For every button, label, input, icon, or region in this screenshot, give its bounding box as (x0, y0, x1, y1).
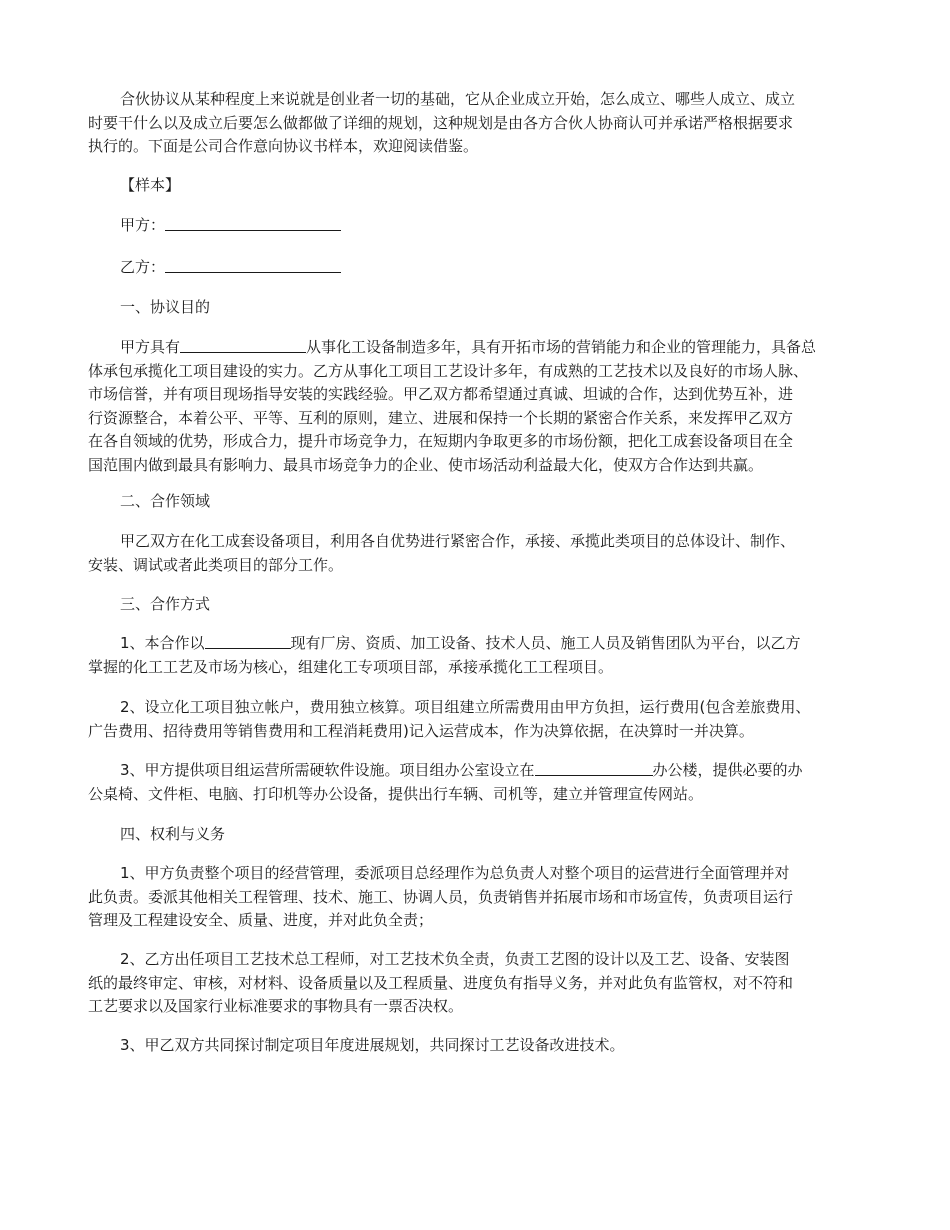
intro-line: 执行的。下面是公司合作意向协议书样本，欢迎阅读借鉴。 (88, 137, 479, 155)
section-3-line: 公桌椅、文件柜、电脑、打印机等办公设备，提供出行车辆、司机等，建立并管理宣传网站。 (88, 784, 704, 803)
section-3-line: 2、设立化工项目独立帐户，费用独立核算。项目组建立所需费用由甲方负担，运行费用(包含差旅费用、 (120, 698, 811, 716)
section-3-line: 掌握的化工工艺及市场为核心，组建化工专项项目部，承接承揽化工工程项目。 (88, 657, 614, 676)
text-run: 办公楼，提供必要的办 (652, 761, 803, 779)
section-1-line (88, 336, 868, 360)
section-4-line: 工艺要求以及国家行业标准要求的事物具有一票否决权。 (88, 997, 464, 1015)
section-1-line: 行资源整合，本着公平、平等、互利的原则，建立、进展和保持一个长期的紧密合作关系，来发挥甲乙双方 (88, 408, 794, 427)
section-3-line (88, 759, 868, 783)
section-1-line: 在各自领域的优势，形成合力，提升市场竞争力，在短期内争取更多的市场份额，把化工成套设备项目在全 (88, 432, 794, 450)
intro-paragraph (88, 88, 868, 159)
section-4-line: 此负责。委派其他相关工程管理、技术、施工、协调人员，负责销售并拓展市场和市场宣传，负责项目运行 (88, 887, 794, 906)
section-3-item-2 (88, 696, 868, 743)
section-4-item-1 (88, 862, 868, 933)
party-a-label: 甲方： (120, 216, 166, 234)
section-1-line: 国范围内做到最具有影响力、最具市场竞争力的企业、使市场活动利益最大化，使双方合作达到共赢。 (88, 455, 764, 474)
section-heading: 二、合作领域 (120, 492, 211, 510)
section-heading: 一、协议目的 (120, 298, 211, 316)
section-4-line: 1、甲方负责整个项目的经营管理，委派项目总经理作为总负责人对整个项目的运营进行全面管理并对 (120, 864, 790, 882)
sample-label: 【样本】 (120, 176, 181, 194)
section-4-item-3 (88, 1034, 868, 1058)
section-4-line: 纸的最终审定、审核，对材料、设备质量以及工程质量、进度负有指导义务，并对此负有监管权，对不符和 (88, 973, 794, 992)
section-2-paragraph (88, 530, 868, 577)
text-run: 3、甲方提供项目组运营所需硬软件设施。项目组办公室设立在 (120, 761, 535, 779)
intro-line: 合伙协议从某种程度上来说就是创业者一切的基础，它从企业成立开始，怎么成立、哪些人成立、成立 (120, 90, 796, 108)
section-4-line: 2、乙方出任项目工艺技术总工程师，对工艺技术负全责，负责工艺图的设计以及工艺、设备、安装图 (120, 950, 790, 968)
office-location-blank[interactable] (535, 760, 653, 776)
section-1-paragraph (88, 336, 868, 477)
text-run: 从事化工设备制造多年，具有开拓市场的营销能力和企业的管理能力，具备总 (306, 338, 817, 356)
section-1-line: 体承包承揽化工项目建设的实力。乙方从事化工项目工艺设计多年，有成熟的工艺技术以及良好的市场人脉、 (88, 361, 809, 380)
party-a-line (120, 214, 341, 238)
section-4-item-2 (88, 948, 868, 1019)
section-4-line: 3、甲乙双方共同探讨制定项目年度进展规划，共同探讨工艺设备改进技术。 (120, 1036, 625, 1054)
section-3-item-3 (88, 759, 868, 806)
section-2-line: 甲乙双方在化工成套设备项目，利用各自优势进行紧密合作，承接、承揽此类项目的总体设计、制作、 (120, 532, 796, 550)
section-3-line (88, 632, 868, 656)
text-run: 现有厂房、资质、加工设备、技术人员、施工人员及销售团队为平台，以乙方 (290, 634, 801, 652)
section-3-item-1 (88, 632, 868, 679)
party-b-label: 乙方： (120, 258, 166, 276)
section-3-line: 广告费用、招待费用等销售费用和工程消耗费用)记入运营成本，作为决算依据，在决算时一并决算。 (88, 721, 754, 740)
section-1-line: 市场信誉，并有项目现场指导安装的实践经验。甲乙双方都希望通过真诚、坦诚的合作，达到优势互补，进 (88, 385, 794, 403)
party-b-line (120, 256, 341, 280)
party-a-blank[interactable] (165, 215, 341, 231)
section-2-line: 安装、调试或者此类项目的部分工作。 (88, 555, 344, 574)
partner-blank[interactable] (205, 633, 291, 649)
section-heading: 四、权利与义务 (120, 825, 226, 843)
capital-blank[interactable] (180, 337, 306, 353)
text-run: 甲方具有 (120, 338, 181, 356)
section-4-line: 管理及工程建设安全、质量、进度，并对此负全责； (88, 911, 434, 929)
intro-line: 时要干什么以及成立后要怎么做都做了详细的规划，这种规划是由各方合伙人协商认可并承诺严格根据要求 (88, 113, 794, 132)
party-b-blank[interactable] (165, 257, 341, 273)
section-heading: 三、合作方式 (120, 595, 211, 613)
text-run: 1、本合作以 (120, 634, 205, 652)
